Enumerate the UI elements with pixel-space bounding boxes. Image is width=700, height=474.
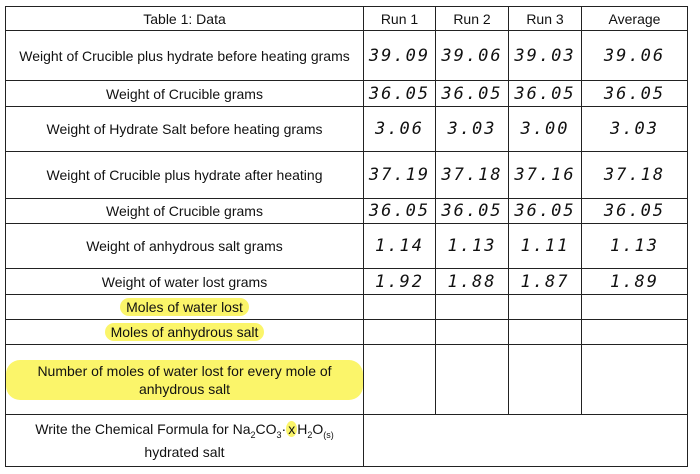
- value-cell: 1.14: [364, 224, 436, 269]
- formula-row: [6, 415, 688, 467]
- value-cell: 36.05: [364, 199, 436, 224]
- row-label-cell: [6, 295, 364, 320]
- header-run-1: Run 1: [364, 7, 436, 31]
- value-cell: [509, 295, 582, 320]
- value-cell: 37.18: [436, 152, 509, 199]
- value-cell: 36.05: [509, 199, 582, 224]
- value-cell: [364, 295, 436, 320]
- value-cell: 39.06: [436, 31, 509, 81]
- table-title: Table 1: Data: [6, 7, 364, 31]
- value-cell: 37.16: [509, 152, 582, 199]
- value-cell: 36.05: [364, 81, 436, 107]
- value-cell: [436, 295, 509, 320]
- value-cell: 1.13: [436, 224, 509, 269]
- row-label: Weight of Crucible grams: [6, 81, 364, 107]
- data-table: [5, 6, 688, 467]
- value-cell: [436, 345, 509, 415]
- value-cell: 37.18: [582, 152, 688, 199]
- header-run-2: Run 2: [436, 7, 509, 31]
- highlighted-label: Moles of water lost: [120, 298, 249, 316]
- header-run-3: Run 3: [509, 7, 582, 31]
- value-cell: 39.03: [509, 31, 582, 81]
- value-cell: 1.13: [582, 224, 688, 269]
- value-cell: 1.87: [509, 269, 582, 295]
- value-cell: 37.19: [364, 152, 436, 199]
- highlighted-label: Number of moles of water lost for every mole of anhydrous salt: [6, 360, 363, 400]
- value-cell: 3.00: [509, 107, 582, 152]
- header-average: Average: [582, 7, 688, 31]
- table-row: [6, 81, 688, 107]
- value-cell: [509, 345, 582, 415]
- highlighted-label: Moles of anhydrous salt: [105, 323, 265, 341]
- row-label: Weight of water lost grams: [6, 269, 364, 295]
- value-cell: [582, 345, 688, 415]
- data-table-frame: [5, 6, 689, 463]
- value-cell: 1.89: [582, 269, 688, 295]
- value-cell: [364, 320, 436, 345]
- table-row: [6, 269, 688, 295]
- value-cell: 36.05: [436, 81, 509, 107]
- value-cell: [509, 320, 582, 345]
- formula-suffix: hydrated salt: [144, 444, 225, 461]
- table-row: [6, 295, 688, 320]
- row-label-cell: [6, 345, 364, 415]
- table-row: [6, 31, 688, 81]
- value-cell: [582, 295, 688, 320]
- value-cell: [582, 320, 688, 345]
- formula-label: Write the Chemical Formula for $Na_2CO_3\cdot x$ $H_2O_{(s)}$ hydrated salt: [6, 415, 364, 467]
- value-cell: 36.05: [582, 81, 688, 107]
- row-label: Weight of Hydrate Salt before heating grams: [6, 107, 364, 152]
- header-row: [6, 7, 688, 31]
- value-cell: 36.05: [509, 81, 582, 107]
- row-label: Weight of Crucible plus hydrate after heating: [6, 152, 364, 199]
- row-label-cell: [6, 320, 364, 345]
- table-row: [6, 152, 688, 199]
- value-cell: 1.92: [364, 269, 436, 295]
- value-cell: 3.06: [364, 107, 436, 152]
- value-cell: 39.06: [582, 31, 688, 81]
- table-row: [6, 199, 688, 224]
- table-row: [6, 345, 688, 415]
- value-cell: [436, 320, 509, 345]
- row-label: Weight of Crucible plus hydrate before heating grams: [6, 31, 364, 81]
- formula-answer-cell: [364, 415, 688, 467]
- value-cell: [364, 345, 436, 415]
- value-cell: 1.88: [436, 269, 509, 295]
- highlighted-x: x: [288, 420, 296, 437]
- value-cell: 36.05: [582, 199, 688, 224]
- row-label: Weight of anhydrous salt grams: [6, 224, 364, 269]
- value-cell: 3.03: [582, 107, 688, 152]
- value-cell: 36.05: [436, 199, 509, 224]
- row-label: Weight of Crucible grams: [6, 199, 364, 224]
- value-cell: 39.09: [364, 31, 436, 81]
- formula-prefix: Write the Chemical Formula for Na: [35, 420, 251, 437]
- table-row: [6, 107, 688, 152]
- table-row: [6, 320, 688, 345]
- table-row: [6, 224, 688, 269]
- value-cell: 1.11: [509, 224, 582, 269]
- value-cell: 3.03: [436, 107, 509, 152]
